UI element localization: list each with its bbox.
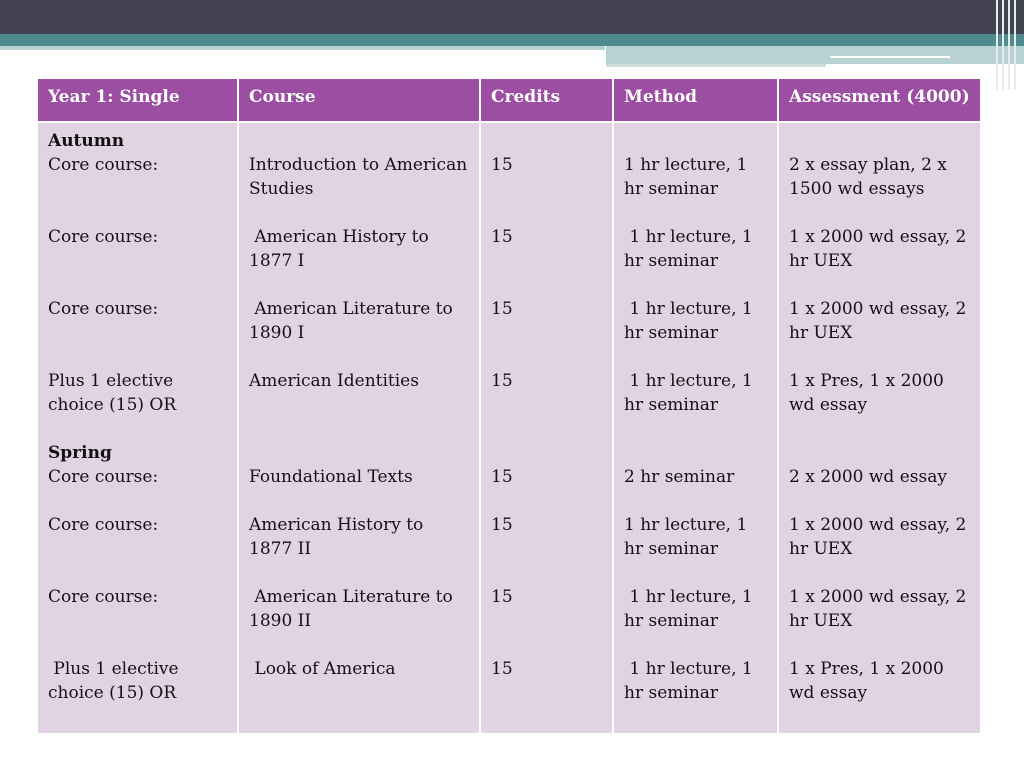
table-row bbox=[37, 122, 981, 734]
course-entry: American Identities bbox=[249, 371, 419, 391]
accent-band bbox=[0, 34, 1024, 46]
credits-entry bbox=[491, 129, 602, 153]
cell-credits bbox=[480, 122, 613, 734]
assessment-entry: 1 x 2000 wd essay, 2 hr UEX bbox=[789, 299, 972, 343]
assessment-entry bbox=[789, 129, 970, 153]
credits-entry: 15 bbox=[491, 227, 513, 247]
method-entry: 1 hr lecture, 1 hr seminar bbox=[624, 371, 759, 415]
method-entry: 1 hr lecture, 1 hr seminar bbox=[624, 659, 759, 703]
term-entry: Core course: bbox=[48, 227, 159, 247]
term-entry: Plus 1 elective choice (15) OR bbox=[48, 371, 179, 415]
header-row bbox=[37, 78, 981, 122]
assessment-entry: 1 x 2000 wd essay, 2 hr UEX bbox=[789, 587, 972, 631]
cell-term-type bbox=[37, 122, 238, 734]
term-entry: Core course: bbox=[48, 515, 159, 535]
method-entry: 1 hr lecture, 1 hr seminar bbox=[624, 587, 759, 631]
credits-entry: 15 bbox=[491, 467, 513, 487]
credits-entry: 15 bbox=[491, 659, 513, 679]
method-entry: 1 hr lecture, 1 hr seminar bbox=[624, 227, 759, 271]
course-entry: Introduction to American Studies bbox=[249, 155, 473, 199]
assessment-entry: 1 x 2000 wd essay, 2 hr UEX bbox=[789, 515, 972, 559]
decorative-stripes bbox=[992, 0, 1024, 90]
course-entry: American History to 1877 I bbox=[249, 227, 435, 271]
course-entry: American History to 1877 II bbox=[249, 515, 429, 559]
header-credits: Credits bbox=[480, 78, 613, 122]
course-entry: Foundational Texts bbox=[249, 467, 413, 487]
course-entry: American Literature to 1890 I bbox=[249, 299, 459, 343]
term-entry: Core course: bbox=[48, 155, 159, 175]
header-method: Method bbox=[613, 78, 778, 122]
assessment-entry: 1 x Pres, 1 x 2000 wd essay bbox=[789, 371, 950, 415]
semester-label: Spring bbox=[48, 443, 112, 463]
credits-entry: 15 bbox=[491, 515, 513, 535]
header-year: Year 1: Single bbox=[37, 78, 238, 122]
cell-assessment bbox=[778, 122, 981, 734]
accent-line bbox=[606, 64, 826, 67]
course-table bbox=[36, 77, 982, 735]
assessment-entry: 2 x 2000 wd essay bbox=[789, 467, 947, 487]
course-entry bbox=[249, 129, 469, 153]
accent-band-light-right bbox=[606, 46, 1024, 64]
cell-method bbox=[613, 122, 778, 734]
method-entry bbox=[624, 129, 767, 153]
header-course: Course bbox=[238, 78, 480, 122]
term-entry: Core course: bbox=[48, 587, 159, 607]
credits-entry: 15 bbox=[491, 371, 513, 391]
credits-entry: 15 bbox=[491, 299, 513, 319]
title-bar-band bbox=[0, 0, 1024, 34]
assessment-entry: 2 x essay plan, 2 x 1500 wd essays bbox=[789, 155, 953, 199]
method-entry: 2 hr seminar bbox=[624, 467, 735, 487]
accent-band-light bbox=[0, 46, 605, 50]
term-entry: Core course: bbox=[48, 299, 159, 319]
method-entry: 1 hr lecture, 1 hr seminar bbox=[624, 299, 759, 343]
header-assessment: Assessment (4000) bbox=[778, 78, 981, 122]
credits-entry: 15 bbox=[491, 155, 513, 175]
course-entry: Look of America bbox=[249, 659, 396, 679]
method-entry: 1 hr lecture, 1 hr seminar bbox=[624, 515, 753, 559]
accent-line-white bbox=[830, 56, 950, 58]
course-entry: American Literature to 1890 II bbox=[249, 587, 459, 631]
assessment-entry: 1 x 2000 wd essay, 2 hr UEX bbox=[789, 227, 972, 271]
cell-course bbox=[238, 122, 480, 734]
term-entry: Plus 1 elective choice (15) OR bbox=[48, 659, 184, 703]
credits-entry: 15 bbox=[491, 587, 513, 607]
assessment-entry: 1 x Pres, 1 x 2000 wd essay bbox=[789, 659, 950, 703]
method-entry: 1 hr lecture, 1 hr seminar bbox=[624, 155, 753, 199]
term-entry: Core course: bbox=[48, 467, 159, 487]
semester-label: Autumn bbox=[48, 131, 125, 151]
